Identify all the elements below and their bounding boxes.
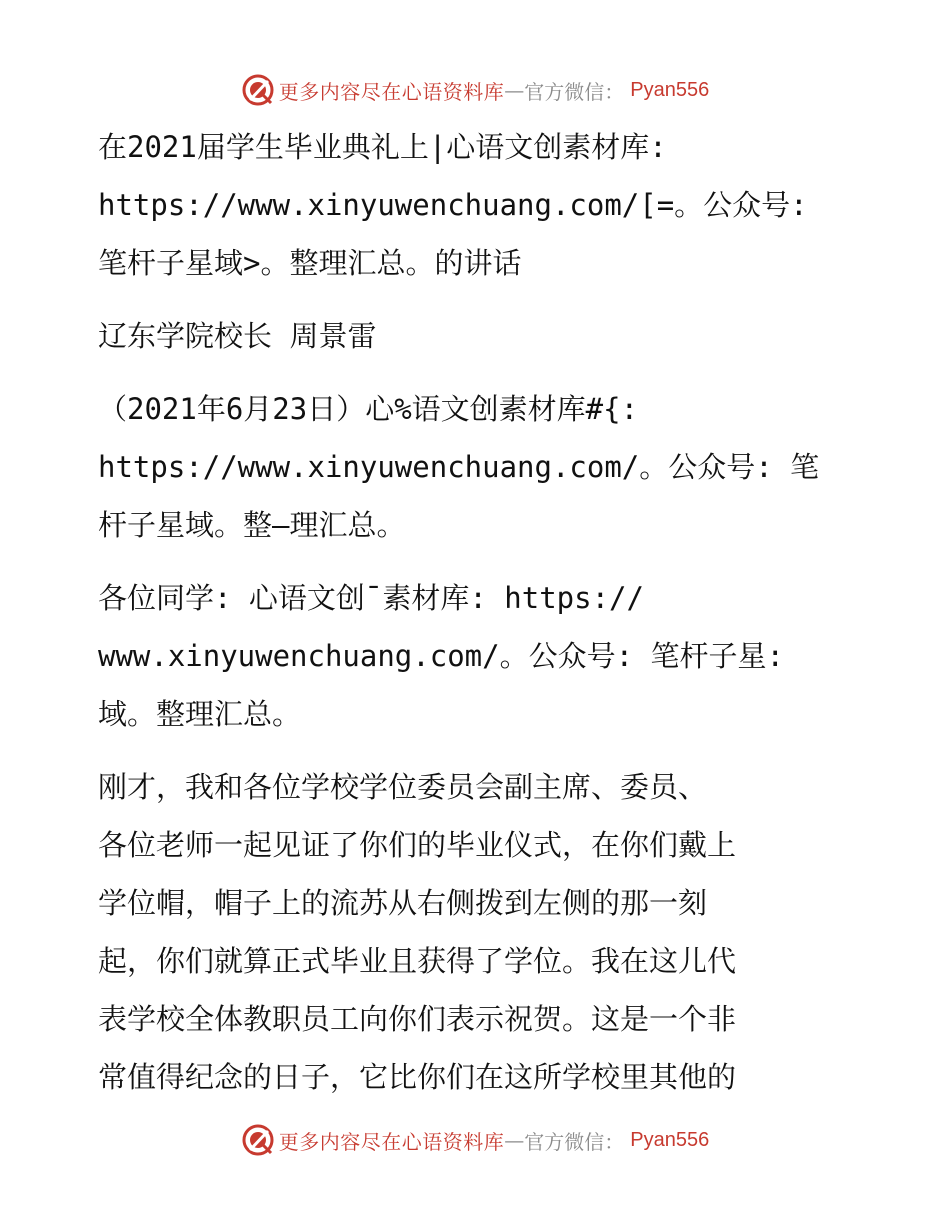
text-line: 刚才，我和各位学校学位委员会副主席、委员、 xyxy=(98,770,708,804)
text-line: https://www.xinyuwenchuang.com/。公众号: 笔 xyxy=(98,450,820,484)
banner-slogan: 更多内容尽在心语资料库 xyxy=(278,1129,505,1154)
header-banner xyxy=(0,70,950,110)
document-body xyxy=(98,118,858,1121)
text-line: 杆子星域。整—理汇总。 xyxy=(98,508,406,542)
banner-wechat-label: 官方微信： xyxy=(524,1129,625,1154)
text-line: 常值得纪念的日子，它比你们在这所学校里其他的 xyxy=(98,1060,737,1094)
text-line: 起，你们就算正式毕业且获得了学位。我在这儿代 xyxy=(98,944,737,978)
text-line: 在2021届学生毕业典礼上|心语文创素材库: xyxy=(98,130,667,164)
brand-logo-icon xyxy=(241,73,275,107)
text-line: 各位同学: 心语文创¯素材库: https:// xyxy=(98,581,644,615)
text-line: 各位老师一起见证了你们的毕业仪式，在你们戴上 xyxy=(98,828,737,862)
paragraph-date xyxy=(98,380,858,554)
text-line: 笔杆子星域>。整理汇总。的讲话 xyxy=(98,246,522,280)
banner-slogan: 更多内容尽在心语资料库 xyxy=(278,79,505,104)
text-line: 域。整理汇总。 xyxy=(98,697,302,731)
banner-separator: — xyxy=(504,1128,525,1152)
paragraph-body xyxy=(98,758,858,1106)
footer-banner xyxy=(0,1120,950,1160)
text-line: 表学校全体教职员工向你们表示祝贺。这是一个非 xyxy=(98,1002,737,1036)
banner-wechat-id: Pyan556 xyxy=(630,1128,710,1151)
banner-wechat-label: 官方微信： xyxy=(524,79,625,104)
text-line: 辽东学院校长 周景雷 xyxy=(98,319,377,353)
banner-wechat-id: Pyan556 xyxy=(630,78,710,101)
text-line: 学位帽，帽子上的流苏从右侧拨到左侧的那一刻 xyxy=(98,886,708,920)
text-line: https://www.xinyuwenchuang.com/[=。公众号: xyxy=(98,188,808,222)
text-line: （2021年6月23日）心%语文创素材库#{: xyxy=(98,392,639,426)
paragraph-title xyxy=(98,118,858,292)
paragraph-greeting xyxy=(98,569,858,743)
banner-separator: — xyxy=(504,78,525,102)
brand-logo-icon xyxy=(241,1123,275,1157)
paragraph-author xyxy=(98,307,858,365)
text-line: www.xinyuwenchuang.com/。公众号: 笔杆子星: xyxy=(98,639,784,673)
